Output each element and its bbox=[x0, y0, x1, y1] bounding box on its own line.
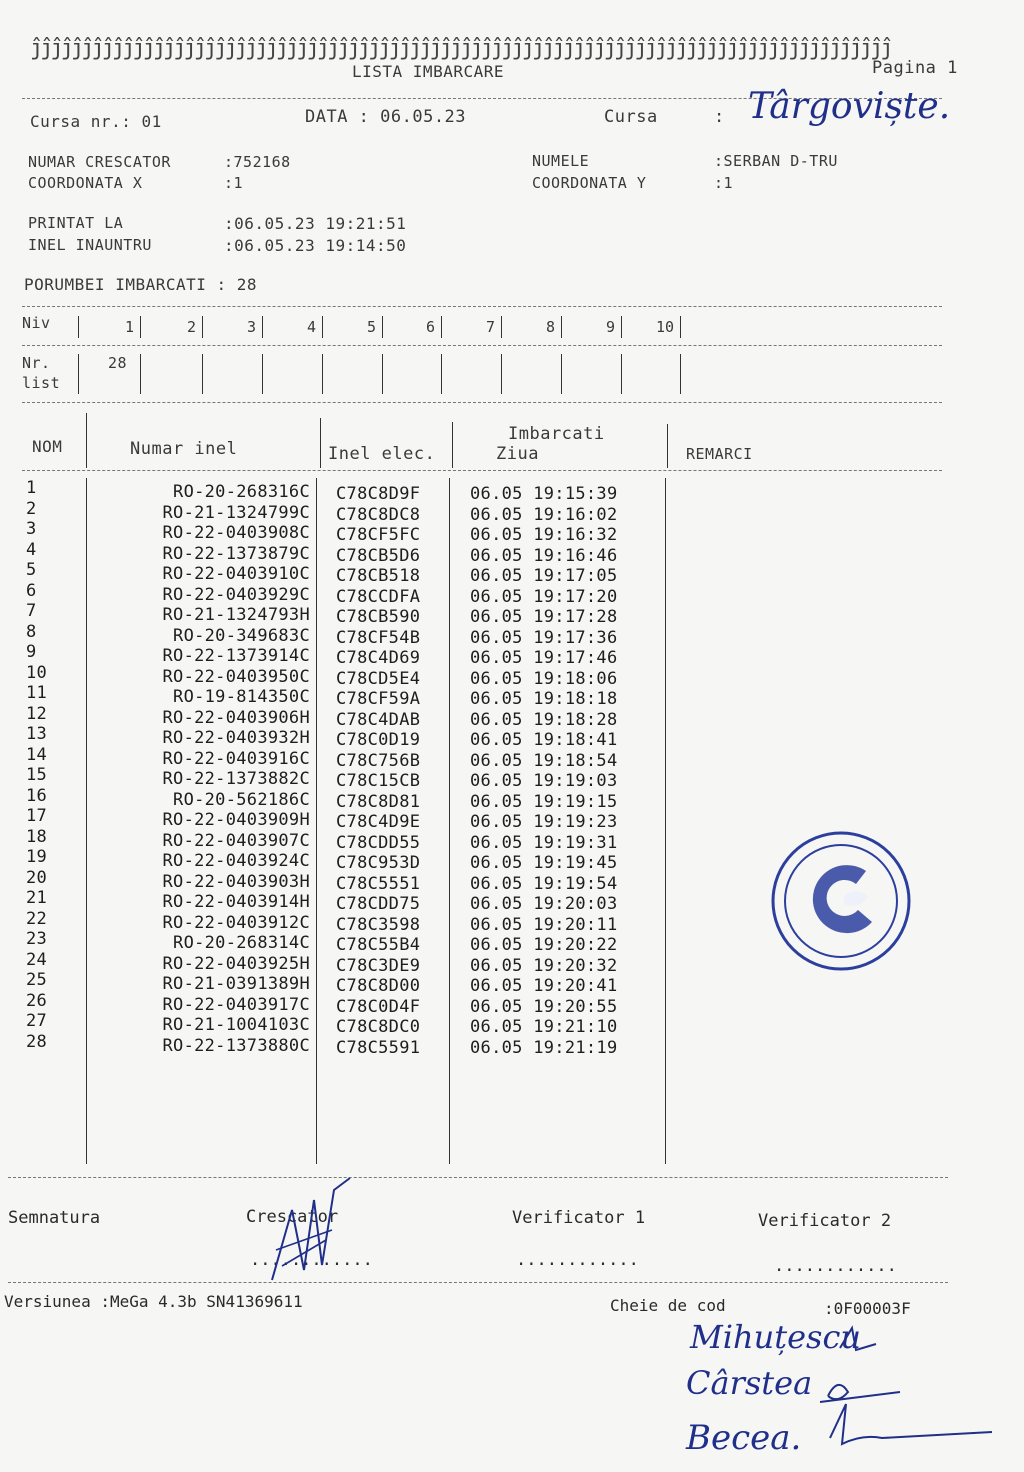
table-cell-elec: C78CCDFA bbox=[336, 586, 421, 607]
table-cell-ziua: 06.05 19:19:23 bbox=[470, 812, 618, 832]
level-cell: 1 bbox=[124, 318, 134, 336]
table-cell-elec: C78C4D9E bbox=[336, 812, 421, 832]
numele-value: :SERBAN D-TRU bbox=[714, 152, 838, 170]
table-cell-elec: C78CDD75 bbox=[336, 894, 421, 914]
table-cell-nom: 11 bbox=[26, 683, 48, 703]
table-cell-inel: RO-20-562186C bbox=[173, 789, 310, 810]
table-cell-inel: RO-22-0403903H bbox=[162, 871, 310, 892]
inel-inauntru-label: INEL INAUNTRU bbox=[28, 236, 152, 254]
level-cell: 8 bbox=[545, 318, 555, 336]
level-separator bbox=[621, 316, 622, 338]
level-separator bbox=[441, 316, 442, 338]
table-cell-inel: RO-20-268316C bbox=[173, 482, 310, 502]
printat-la-value: :06.05.23 19:21:51 bbox=[224, 214, 407, 233]
table-cell-ziua: 06.05 19:19:31 bbox=[470, 832, 618, 853]
table-cell-inel: RO-21-1324793H bbox=[162, 605, 310, 625]
table-cell-ziua: 06.05 19:19:15 bbox=[470, 791, 618, 812]
table-cell-elec: C78C8D9F bbox=[336, 484, 421, 504]
table-cell-ziua: 06.05 19:18:54 bbox=[470, 750, 618, 771]
table-cell-nom: 21 bbox=[26, 888, 48, 908]
table-cell-ziua: 06.05 19:16:32 bbox=[470, 525, 618, 545]
table-cell-inel: RO-21-1004103C bbox=[162, 1015, 310, 1035]
table-cell-elec: C78C8DC0 bbox=[336, 1017, 421, 1037]
table-cell-nom: 26 bbox=[26, 990, 48, 1011]
level-separator bbox=[680, 316, 681, 338]
date-label: DATA : 06.05.23 bbox=[305, 107, 467, 127]
table-col-line bbox=[452, 422, 453, 468]
table-cell-ziua: 06.05 19:18:18 bbox=[470, 689, 618, 709]
table-cell-inel: RO-20-349683C bbox=[173, 625, 310, 646]
table-cell-inel: RO-22-0403924C bbox=[162, 851, 310, 871]
nr-list-label-2: list bbox=[22, 374, 61, 392]
table-cell-inel: RO-22-0403916C bbox=[162, 748, 310, 769]
handwritten-name-2: Cârstea bbox=[686, 1364, 813, 1402]
table-cell-nom: 2 bbox=[26, 498, 37, 519]
cursa-label: Cursa bbox=[604, 107, 658, 127]
list-separator bbox=[322, 354, 323, 394]
list-separator bbox=[561, 354, 562, 394]
table-cell-nom: 5 bbox=[26, 560, 37, 580]
table-cell-ziua: 06.05 19:20:55 bbox=[470, 996, 618, 1017]
table-cell-nom: 1 bbox=[26, 478, 37, 498]
table-cell-elec: C78CF59A bbox=[336, 689, 421, 709]
table-cell-ziua: 06.05 19:20:22 bbox=[470, 935, 618, 955]
table-column-nom bbox=[26, 478, 76, 1052]
table-cell-nom: 13 bbox=[26, 724, 48, 744]
table-cell-nom: 12 bbox=[26, 703, 48, 724]
coordonata-y-label: COORDONATA Y bbox=[532, 174, 647, 192]
inel-inauntru-value: :06.05.23 19:14:50 bbox=[224, 236, 407, 255]
list-separator bbox=[501, 354, 502, 394]
col-header-imbarcati: Imbarcati bbox=[508, 424, 605, 444]
level-separator bbox=[382, 316, 383, 338]
table-cell-inel: RO-22-1373914C bbox=[162, 646, 310, 666]
table-col-line bbox=[86, 413, 87, 468]
table-cell-elec: C78C5591 bbox=[336, 1037, 421, 1058]
table-cell-ziua: 06.05 19:18:28 bbox=[470, 709, 618, 730]
table-cell-elec: C78C15CB bbox=[336, 771, 421, 791]
verificator-2-label: Verificator 2 bbox=[758, 1211, 892, 1231]
page-number: Pagina 1 bbox=[872, 58, 958, 78]
col-header-inel-elec: Inel elec. bbox=[328, 444, 436, 464]
table-cell-ziua: 06.05 19:21:10 bbox=[470, 1017, 618, 1037]
table-cell-inel: RO-22-0403907C bbox=[162, 830, 310, 851]
level-separator bbox=[262, 316, 263, 338]
level-cell: 5 bbox=[366, 318, 376, 336]
table-cell-inel: RO-22-1373882C bbox=[162, 769, 310, 789]
table-cell-elec: C78CB590 bbox=[336, 607, 421, 627]
semnatura-label: Semnatura bbox=[8, 1208, 101, 1228]
table-cell-inel: RO-22-0403912C bbox=[162, 912, 310, 933]
table-cell-ziua: 06.05 19:16:02 bbox=[470, 504, 618, 525]
list-separator bbox=[78, 354, 79, 394]
table-cell-ziua: 06.05 19:20:11 bbox=[470, 914, 618, 935]
table-cell-elec: C78C3DE9 bbox=[336, 955, 421, 976]
table-cell-inel: RO-22-0403925H bbox=[162, 953, 310, 974]
divider bbox=[22, 470, 942, 471]
table-cell-elec: C78C8DC8 bbox=[336, 504, 421, 525]
table-cell-elec: C78CF5FC bbox=[336, 525, 421, 545]
table-cell-ziua: 06.05 19:21:19 bbox=[470, 1037, 618, 1058]
table-cell-elec: C78C756B bbox=[336, 750, 421, 771]
table-col-line bbox=[86, 478, 87, 1164]
table-col-line bbox=[316, 478, 317, 1164]
level-cell: 6 bbox=[425, 318, 435, 336]
cursa-handwritten: Târgoviște. bbox=[748, 86, 951, 127]
list-separator bbox=[262, 354, 263, 394]
table-cell-nom: 23 bbox=[26, 929, 48, 949]
table-cell-nom: 27 bbox=[26, 1011, 48, 1031]
table-column-inel-elec bbox=[336, 484, 446, 1058]
table-cell-inel: RO-22-0403908C bbox=[162, 523, 310, 543]
coordonata-y-value: :1 bbox=[714, 174, 734, 192]
table-cell-elec: C78CB518 bbox=[336, 566, 421, 586]
table-cell-elec: C78C5551 bbox=[336, 873, 421, 894]
col-header-nom: NOM bbox=[32, 437, 63, 456]
level-separator bbox=[322, 316, 323, 338]
divider bbox=[22, 306, 942, 307]
table-cell-nom: 4 bbox=[26, 539, 37, 560]
table-cell-ziua: 06.05 19:19:45 bbox=[470, 853, 618, 873]
table-column-ziua bbox=[470, 484, 660, 1058]
coordonata-x-label: COORDONATA X bbox=[28, 174, 143, 192]
level-cell: 10 bbox=[655, 318, 674, 336]
cheie-value: :0F00003F bbox=[824, 1299, 911, 1318]
table-cell-ziua: 06.05 19:17:05 bbox=[470, 566, 618, 586]
crescator-signature bbox=[262, 1170, 362, 1288]
printat-la-label: PRINTAT LA bbox=[28, 214, 124, 232]
table-cell-ziua: 06.05 19:19:03 bbox=[470, 771, 618, 791]
cursa-colon: : bbox=[714, 107, 725, 127]
table-cell-nom: 3 bbox=[26, 519, 37, 539]
table-cell-elec: C78CDD55 bbox=[336, 832, 421, 853]
table-cell-elec: C78C0D19 bbox=[336, 730, 421, 750]
table-cell-nom: 28 bbox=[26, 1031, 48, 1052]
table-cell-ziua: 06.05 19:17:46 bbox=[470, 648, 618, 668]
table-cell-nom: 15 bbox=[26, 765, 48, 785]
nr-list-value: 28 bbox=[108, 354, 128, 372]
table-cell-ziua: 06.05 19:18:06 bbox=[470, 668, 618, 689]
table-cell-elec: C78C55B4 bbox=[336, 935, 421, 955]
crescator-dots: ............ bbox=[250, 1250, 373, 1270]
table-cell-nom: 24 bbox=[26, 949, 48, 970]
document-title: LISTA IMBARCARE bbox=[352, 62, 504, 81]
table-cell-nom: 8 bbox=[26, 621, 37, 642]
cheie-label: Cheie de cod bbox=[610, 1296, 726, 1315]
numar-crescator-value: :752168 bbox=[224, 153, 291, 171]
table-cell-inel: RO-22-1373880C bbox=[162, 1035, 310, 1056]
level-separator bbox=[501, 316, 502, 338]
level-cell: 9 bbox=[605, 318, 615, 336]
table-cell-inel: RO-19-814350C bbox=[173, 687, 310, 707]
table-cell-inel: RO-22-1373879C bbox=[162, 543, 310, 564]
divider bbox=[8, 1282, 948, 1283]
table-cell-nom: 18 bbox=[26, 826, 48, 847]
coordonata-x-value: :1 bbox=[224, 174, 244, 192]
niv-label: Niv bbox=[22, 314, 51, 332]
table-cell-ziua: 06.05 19:20:41 bbox=[470, 976, 618, 996]
table-cell-elec: C78C8D00 bbox=[336, 976, 421, 996]
table-cell-elec: C78C4D69 bbox=[336, 648, 421, 668]
list-separator bbox=[441, 354, 442, 394]
table-cell-nom: 14 bbox=[26, 744, 48, 765]
numar-crescator-label: NUMAR CRESCATOR bbox=[28, 153, 171, 171]
table-cell-ziua: 06.05 19:17:20 bbox=[470, 586, 618, 607]
table-cell-inel: RO-22-0403950C bbox=[162, 666, 310, 687]
table-cell-inel: RO-20-268314C bbox=[173, 933, 310, 953]
union-stamp bbox=[766, 826, 916, 976]
table-cell-ziua: 06.05 19:20:03 bbox=[470, 894, 618, 914]
verificator-1-dots: ............ bbox=[516, 1250, 639, 1270]
level-separator bbox=[140, 316, 141, 338]
level-separator bbox=[202, 316, 203, 338]
col-header-ziua: Ziua bbox=[496, 444, 539, 464]
table-cell-inel: RO-22-0403910C bbox=[162, 564, 310, 584]
table-cell-nom: 20 bbox=[26, 867, 48, 888]
table-cell-nom: 16 bbox=[26, 785, 48, 806]
table-cell-elec: C78CF54B bbox=[336, 627, 421, 648]
table-cell-nom: 7 bbox=[26, 601, 37, 621]
version-info: Versiunea :MeGa 4.3b SN41369611 bbox=[4, 1292, 303, 1311]
table-cell-nom: 22 bbox=[26, 908, 48, 929]
table-col-line bbox=[667, 424, 668, 468]
table-cell-elec: C78C0D4F bbox=[336, 996, 421, 1017]
level-separator bbox=[78, 316, 79, 338]
nr-list-label: Nr. bbox=[22, 354, 51, 372]
verificator-2-dots: ............ bbox=[774, 1256, 897, 1276]
table-cell-ziua: 06.05 19:19:54 bbox=[470, 873, 618, 894]
list-separator bbox=[202, 354, 203, 394]
perforation-strip: ĵĵĵĵĵĵĵĵĵĵĵĵĵĵĵĵĵĵĵĵĵĵĵĵĵĵĵĵĵĵĵĵĵĵĵĵĵĵĵĵĵĵĵĵĵĵĵĵĵĵĵĵĵĵĵĵĵĵĵĵĵĵĵĵĵĵĵĵĵĵĵĵĵĵĵĵĵĵĵĵĵĵĵĵ bbox=[30, 36, 891, 61]
table-cell-inel: RO-22-0403917C bbox=[162, 994, 310, 1015]
col-header-numar-inel: Numar inel bbox=[130, 439, 238, 459]
table-cell-elec: C78C953D bbox=[336, 853, 421, 873]
divider bbox=[22, 402, 942, 403]
table-column-numar-inel bbox=[124, 482, 310, 1056]
table-cell-inel: RO-22-0403929C bbox=[162, 584, 310, 605]
table-cell-inel: RO-21-1324799C bbox=[162, 502, 310, 523]
table-cell-elec: C78C8D81 bbox=[336, 791, 421, 812]
crescator-label: Crescator bbox=[246, 1207, 339, 1227]
verifier-signatures bbox=[800, 1318, 1000, 1468]
level-cell: 2 bbox=[186, 318, 196, 336]
porumbei-imbarcati: PORUMBEI IMBARCATI : 28 bbox=[24, 275, 258, 294]
level-cell: 3 bbox=[246, 318, 256, 336]
table-cell-ziua: 06.05 19:16:46 bbox=[470, 545, 618, 566]
table-cell-inel: RO-22-0403932H bbox=[162, 728, 310, 748]
verificator-1-label: Verificator 1 bbox=[512, 1208, 646, 1228]
table-cell-ziua: 06.05 19:15:39 bbox=[470, 484, 618, 504]
table-cell-ziua: 06.05 19:17:36 bbox=[470, 627, 618, 648]
table-cell-elec: C78C3598 bbox=[336, 914, 421, 935]
table-cell-nom: 19 bbox=[26, 847, 48, 867]
table-col-line bbox=[320, 418, 321, 468]
divider bbox=[8, 1177, 948, 1178]
table-cell-inel: RO-22-0403909H bbox=[162, 810, 310, 830]
level-separator bbox=[561, 316, 562, 338]
table-cell-nom: 10 bbox=[26, 662, 48, 683]
col-header-remarci: REMARCI bbox=[686, 445, 753, 463]
table-cell-elec: C78CB5D6 bbox=[336, 545, 421, 566]
level-cell: 4 bbox=[306, 318, 316, 336]
table-col-line bbox=[449, 478, 450, 1164]
divider bbox=[22, 345, 942, 346]
handwritten-name-3: Becea. bbox=[686, 1418, 802, 1458]
numele-label: NUMELE bbox=[532, 152, 590, 170]
table-cell-ziua: 06.05 19:18:41 bbox=[470, 730, 618, 750]
table-cell-elec: C78CD5E4 bbox=[336, 668, 421, 689]
table-cell-ziua: 06.05 19:17:28 bbox=[470, 607, 618, 627]
list-separator bbox=[680, 354, 681, 394]
table-cell-nom: 17 bbox=[26, 806, 48, 826]
table-cell-inel: RO-22-0403906H bbox=[162, 707, 310, 728]
table-cell-nom: 25 bbox=[26, 970, 48, 990]
cursa-number: Cursa nr.: 01 bbox=[30, 112, 162, 131]
table-cell-inel: RO-21-0391389H bbox=[162, 974, 310, 994]
level-cell: 7 bbox=[485, 318, 495, 336]
handwritten-name-1: Mihuțescu bbox=[690, 1318, 861, 1356]
table-cell-nom: 9 bbox=[26, 642, 37, 662]
table-cell-elec: C78C4DAB bbox=[336, 709, 421, 730]
table-col-line bbox=[665, 478, 666, 1164]
table-cell-nom: 6 bbox=[26, 580, 37, 601]
table-cell-ziua: 06.05 19:20:32 bbox=[470, 955, 618, 976]
list-separator bbox=[621, 354, 622, 394]
list-separator bbox=[140, 354, 141, 394]
table-cell-inel: RO-22-0403914H bbox=[162, 892, 310, 912]
list-separator bbox=[382, 354, 383, 394]
